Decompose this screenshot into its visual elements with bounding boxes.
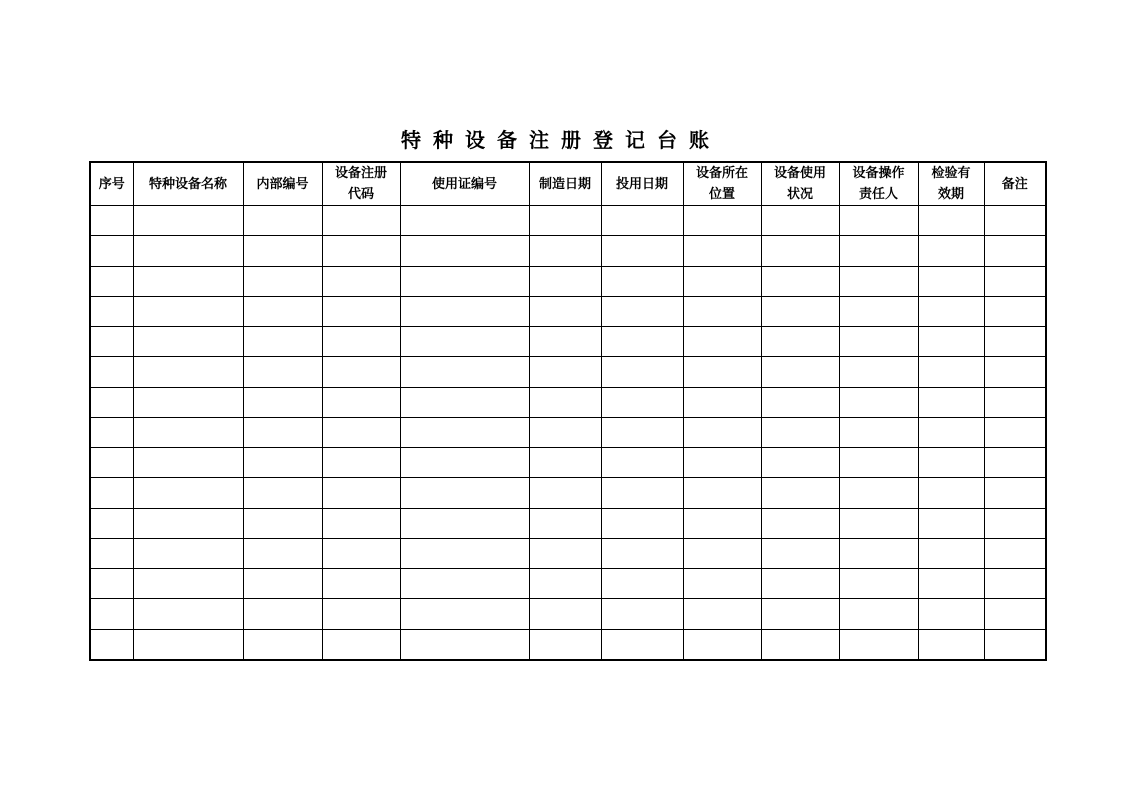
table-cell	[918, 387, 984, 417]
table-cell	[90, 236, 133, 266]
table-cell	[683, 327, 761, 357]
table-cell	[529, 417, 601, 447]
table-cell	[918, 569, 984, 599]
table-cell	[761, 327, 839, 357]
table-cell	[683, 417, 761, 447]
table-cell	[984, 508, 1046, 538]
table-cell	[243, 629, 322, 660]
table-cell	[90, 569, 133, 599]
table-cell	[918, 327, 984, 357]
table-cell	[133, 327, 243, 357]
table-row	[90, 569, 1046, 599]
table-cell	[683, 296, 761, 326]
table-cell	[133, 387, 243, 417]
table-cell	[683, 569, 761, 599]
table-cell	[400, 206, 529, 236]
table-cell	[90, 417, 133, 447]
table-row	[90, 448, 1046, 478]
table-cell	[133, 508, 243, 538]
table-cell	[683, 266, 761, 296]
table-cell	[683, 629, 761, 660]
table-cell	[601, 478, 683, 508]
table-cell	[918, 266, 984, 296]
table-cell	[322, 296, 400, 326]
table-row	[90, 538, 1046, 568]
table-cell	[90, 448, 133, 478]
table-cell	[243, 599, 322, 629]
table-cell	[984, 236, 1046, 266]
table-cell	[761, 448, 839, 478]
table-cell	[133, 206, 243, 236]
table-cell	[761, 478, 839, 508]
table-row	[90, 478, 1046, 508]
table-cell	[683, 357, 761, 387]
table-cell	[984, 629, 1046, 660]
table-cell	[322, 629, 400, 660]
table-cell	[601, 206, 683, 236]
table-cell	[918, 478, 984, 508]
table-cell	[984, 266, 1046, 296]
table-cell	[683, 599, 761, 629]
table-cell	[322, 327, 400, 357]
table-row	[90, 629, 1046, 660]
header-row	[90, 162, 1046, 206]
table-cell	[601, 599, 683, 629]
table-cell	[400, 357, 529, 387]
table-cell	[984, 357, 1046, 387]
table-cell	[601, 417, 683, 447]
table-cell	[243, 236, 322, 266]
table-cell	[761, 236, 839, 266]
table-cell	[761, 266, 839, 296]
table-cell	[683, 236, 761, 266]
table-cell	[984, 417, 1046, 447]
table-cell	[761, 387, 839, 417]
table-cell	[839, 266, 918, 296]
table-cell	[601, 538, 683, 568]
table-cell	[133, 478, 243, 508]
header-operator-in-charge: 设备操作 责任人	[839, 162, 918, 206]
table-cell	[400, 387, 529, 417]
table-cell	[529, 629, 601, 660]
table-cell	[601, 629, 683, 660]
table-cell	[984, 387, 1046, 417]
table-row	[90, 327, 1046, 357]
table-cell	[243, 569, 322, 599]
header-remarks: 备注	[984, 162, 1046, 206]
table-cell	[322, 417, 400, 447]
table-cell	[400, 448, 529, 478]
table-cell	[601, 327, 683, 357]
table-cell	[984, 448, 1046, 478]
table-cell	[683, 538, 761, 568]
table-cell	[322, 236, 400, 266]
header-inspection-validity: 检验有 效期	[918, 162, 984, 206]
table-cell	[918, 296, 984, 326]
table-row	[90, 417, 1046, 447]
table-row	[90, 236, 1046, 266]
table-cell	[984, 599, 1046, 629]
table-row	[90, 599, 1046, 629]
table-cell	[400, 538, 529, 568]
table-cell	[243, 387, 322, 417]
table-cell	[529, 296, 601, 326]
table-row	[90, 387, 1046, 417]
table-cell	[322, 508, 400, 538]
table-cell	[839, 448, 918, 478]
table-cell	[839, 599, 918, 629]
registration-ledger-table	[89, 161, 1047, 661]
table-cell	[839, 236, 918, 266]
table-cell	[243, 448, 322, 478]
table-cell	[90, 508, 133, 538]
table-cell	[683, 206, 761, 236]
table-cell	[839, 569, 918, 599]
table-cell	[400, 478, 529, 508]
table-cell	[133, 569, 243, 599]
table-cell	[918, 357, 984, 387]
table-cell	[839, 327, 918, 357]
table-cell	[243, 266, 322, 296]
table-cell	[133, 417, 243, 447]
table-cell	[839, 629, 918, 660]
table-cell	[90, 538, 133, 568]
table-cell	[761, 599, 839, 629]
table-cell	[839, 357, 918, 387]
table-cell	[243, 538, 322, 568]
table-cell	[133, 296, 243, 326]
table-cell	[601, 448, 683, 478]
table-cell	[529, 508, 601, 538]
table-cell	[918, 508, 984, 538]
table-cell	[243, 478, 322, 508]
table-cell	[529, 538, 601, 568]
table-row	[90, 508, 1046, 538]
header-equipment-name: 特种设备名称	[133, 162, 243, 206]
table-cell	[400, 629, 529, 660]
table-cell	[683, 478, 761, 508]
table-cell	[761, 417, 839, 447]
table-cell	[984, 206, 1046, 236]
header-commissioning-date: 投用日期	[601, 162, 683, 206]
table-cell	[243, 508, 322, 538]
table-cell	[322, 266, 400, 296]
table-cell	[984, 296, 1046, 326]
table-cell	[918, 538, 984, 568]
table-cell	[683, 508, 761, 538]
table-cell	[683, 387, 761, 417]
table-cell	[90, 478, 133, 508]
table-cell	[322, 478, 400, 508]
table-cell	[243, 206, 322, 236]
table-cell	[133, 629, 243, 660]
table-cell	[400, 296, 529, 326]
table-cell	[839, 206, 918, 236]
table-cell	[90, 599, 133, 629]
table-cell	[90, 387, 133, 417]
table-cell	[90, 357, 133, 387]
header-registration-code: 设备注册 代码	[322, 162, 400, 206]
table-cell	[400, 599, 529, 629]
table-row	[90, 296, 1046, 326]
table-cell	[400, 236, 529, 266]
table-cell	[529, 236, 601, 266]
table-cell	[984, 538, 1046, 568]
table-cell	[839, 508, 918, 538]
table-cell	[90, 266, 133, 296]
table-cell	[601, 387, 683, 417]
header-usage-status: 设备使用 状况	[761, 162, 839, 206]
table-cell	[322, 387, 400, 417]
table-row	[90, 206, 1046, 236]
table-cell	[90, 327, 133, 357]
table-cell	[839, 387, 918, 417]
header-manufacture-date: 制造日期	[529, 162, 601, 206]
table-cell	[322, 599, 400, 629]
table-cell	[683, 448, 761, 478]
table-cell	[761, 629, 839, 660]
table-cell	[918, 206, 984, 236]
table-cell	[133, 599, 243, 629]
table-cell	[322, 538, 400, 568]
table-cell	[133, 236, 243, 266]
table-cell	[984, 327, 1046, 357]
table-cell	[839, 296, 918, 326]
table-cell	[243, 327, 322, 357]
table-cell	[761, 206, 839, 236]
header-internal-number: 内部编号	[243, 162, 322, 206]
table-cell	[133, 357, 243, 387]
table-cell	[133, 266, 243, 296]
table-cell	[839, 538, 918, 568]
table-cell	[529, 357, 601, 387]
table-cell	[322, 206, 400, 236]
table-cell	[918, 236, 984, 266]
table-cell	[400, 569, 529, 599]
table-cell	[529, 327, 601, 357]
table-cell	[761, 538, 839, 568]
table-cell	[529, 206, 601, 236]
table-cell	[400, 327, 529, 357]
table-cell	[400, 266, 529, 296]
table-cell	[90, 206, 133, 236]
table-cell	[322, 448, 400, 478]
table-cell	[243, 417, 322, 447]
table-cell	[400, 417, 529, 447]
table-cell	[601, 296, 683, 326]
table-cell	[529, 266, 601, 296]
table-cell	[601, 236, 683, 266]
table-cell	[322, 569, 400, 599]
table-cell	[918, 599, 984, 629]
table-cell	[90, 629, 133, 660]
table-cell	[243, 296, 322, 326]
table-cell	[400, 508, 529, 538]
table-cell	[984, 569, 1046, 599]
table-row	[90, 266, 1046, 296]
table-cell	[529, 448, 601, 478]
header-equipment-location: 设备所在 位置	[683, 162, 761, 206]
table-cell	[529, 478, 601, 508]
table-cell	[761, 357, 839, 387]
header-serial-number: 序号	[90, 162, 133, 206]
table-cell	[601, 569, 683, 599]
table-cell	[243, 357, 322, 387]
table-cell	[601, 266, 683, 296]
table-cell	[839, 478, 918, 508]
table-row	[90, 357, 1046, 387]
table-cell	[90, 296, 133, 326]
table-cell	[601, 508, 683, 538]
table-cell	[529, 387, 601, 417]
document-title: 特种设备注册登记台账	[401, 128, 721, 152]
table-cell	[839, 417, 918, 447]
table-cell	[322, 357, 400, 387]
table-cell	[761, 508, 839, 538]
table-cell	[601, 357, 683, 387]
table-cell	[529, 599, 601, 629]
header-use-certificate-number: 使用证编号	[400, 162, 529, 206]
ledger-body	[90, 206, 1046, 661]
table-cell	[133, 448, 243, 478]
table-cell	[984, 478, 1046, 508]
table-cell	[761, 569, 839, 599]
table-cell	[918, 417, 984, 447]
table-cell	[918, 629, 984, 660]
table-cell	[133, 538, 243, 568]
table-cell	[761, 296, 839, 326]
table-cell	[918, 448, 984, 478]
table-cell	[529, 569, 601, 599]
